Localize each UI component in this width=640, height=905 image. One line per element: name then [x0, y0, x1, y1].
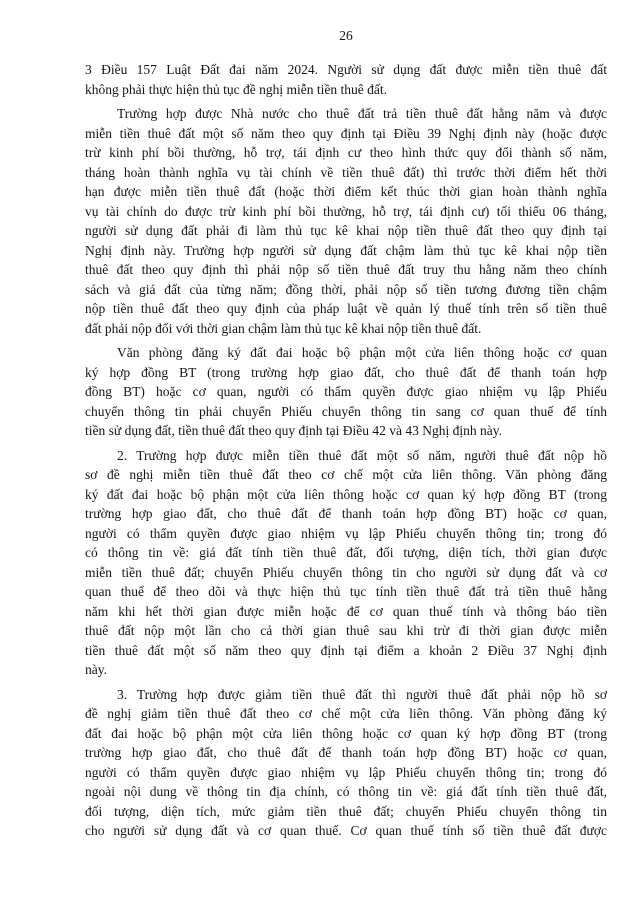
text-line: này.	[85, 662, 107, 677]
text-line: 2. Trường hợp được miễn tiền thuê đất một số năm, người thuê đất nộp hồ	[117, 447, 607, 463]
text-line: trường hợp giao đất, cho thuê đất để thanh toán hợp đồng BT) hoặc cơ quan,	[85, 506, 607, 521]
text-line: người có thẩm quyền được giao nhiệm vụ lập Phiếu chuyển thông tin; trong đó	[85, 764, 607, 780]
paragraph	[85, 60, 607, 99]
page-number: 26	[339, 28, 353, 43]
text-line: đối tượng, diện tích, mức giảm tiền thuê đất; chuyển Phiếu chuyển thông tin	[85, 803, 607, 819]
text-line: tiền sử dụng đất, tiền thuê đất theo quy định tại Điều 42 và 43 Nghị định này.	[85, 423, 502, 438]
text-line: Văn phòng đăng ký đất đai hoặc bộ phận một cửa liên thông hoặc cơ quan	[117, 345, 607, 360]
text-line: ngoài nội dung về thông tin địa chính, có thông tin về: giá đất tính tiền thuê đất,	[85, 784, 607, 799]
text-line: người có thẩm quyền được giao nhiệm vụ lập Phiếu chuyển thông tin; trong đó	[85, 525, 607, 541]
paragraph	[85, 104, 607, 338]
text-line: sách và giá đất của từng năm; đồng thời, phải nộp số tiền tương đương tiền chậm	[85, 281, 607, 297]
text-line: 3. Trường hợp được giảm tiền thuê đất thì người thuê đất phải nộp hồ sơ	[117, 686, 607, 702]
text-line: chuyển thông tin phải chuyển Phiếu chuyển thông tin sang cơ quan thuế để tính	[85, 403, 607, 419]
text-line: 3 Điều 157 Luật Đất đai năm 2024. Người sử dụng đất được miễn tiền thuê đất	[85, 62, 607, 77]
text-line: đất đai hoặc bộ phận một cửa liên thông hoặc cơ quan ký hợp đồng BT (trong	[85, 725, 607, 741]
text-line: cho người sử dụng đất và cơ quan thuế. Cơ quan thuế tính số tiền thuê đất được	[85, 823, 607, 838]
text-line: không phải thực hiện thủ tục đề nghị miễn tiền thuê đất.	[85, 81, 388, 97]
text-line: có thông tin về: giá đất tính tiền thuê đất, đối tượng, diện tích, thời gian được	[85, 545, 607, 560]
text-line: Trường hợp được Nhà nước cho thuê đất trả tiền thuê đất hằng năm và được	[117, 106, 607, 121]
text-line: tiền thuê đất một số năm theo quy định tại điểm a khoản 2 Điều 37 Nghị định	[85, 642, 607, 658]
document-body	[85, 60, 607, 846]
text-line: người sử dụng đất phải đi làm thủ tục kê khai nộp tiền thuê đất theo quy định tại	[85, 223, 607, 238]
text-line: vụ tài chính do được trừ kinh phí bồi thường, hỗ trợ, tái định cư) tối thiểu 06 tháng,	[85, 203, 607, 219]
text-line: miễn tiền thuê đất; chuyển Phiếu chuyển thông tin cho người sử dụng đất và cơ	[85, 564, 607, 580]
text-line: nộp tiền thuê đất theo quy định của pháp luật về quản lý thuế tính trên số tiền thuê	[85, 301, 607, 316]
text-line: sơ đề nghị miễn tiền thuê đất theo cơ chế một cửa liên thông. Văn phòng đăng	[85, 467, 607, 482]
text-line: thuê đất nộp một lần cho cả thời gian thuê sau khi trừ đi thời gian được miễn	[85, 623, 607, 638]
text-line: thuê đất theo quy định thì phải nộp số tiền thuê đất truy thu hằng năm theo chính	[85, 262, 607, 277]
text-line: trừ kinh phí bồi thường, hỗ trợ, tái định cư theo hình thức quy đổi thành số năm,	[85, 145, 607, 160]
text-line: đề nghị giảm tiền thuê đất theo cơ chế một cửa liên thông. Văn phòng đăng ký	[85, 706, 607, 721]
text-line: đồng BT) hoặc cơ quan, người có thẩm quyền được giao nhiệm vụ lập Phiếu	[85, 384, 607, 399]
paragraph	[85, 685, 607, 841]
text-line: hạn được miễn tiền thuê đất (hoặc thời điểm kết thúc thời gian hoàn thành nghĩa	[85, 184, 607, 199]
text-line: trường hợp giao đất, cho thuê đất để thanh toán hợp đồng BT) hoặc cơ quan,	[85, 745, 607, 760]
text-line: ký hợp đồng BT (trong trường hợp giao đất, cho thuê đất để thanh toán hợp	[85, 364, 607, 380]
text-line: miễn tiền thuê đất một số năm theo quy định tại Điều 39 Nghị định này (hoặc được	[85, 125, 607, 141]
text-line: tháng hoàn thành nghĩa vụ tài chính về tiền thuê đất) thì trước thời điểm hết thời	[85, 164, 607, 180]
text-line: Nghị định này. Trường hợp người sử dụng đất chậm làm thủ tục kê khai nộp tiền	[85, 242, 607, 258]
text-line: đất phải nộp đối với thời gian chậm làm thủ tục kê khai nộp tiền thuê đất.	[85, 320, 482, 336]
paragraph	[85, 343, 607, 441]
text-line: năm khi hết thời gian được miễn hoặc để cơ quan thuế tính và thông báo tiền	[85, 603, 607, 619]
paragraph	[85, 446, 607, 680]
text-line: ký đất đai hoặc bộ phận một cửa liên thông hoặc cơ quan ký hợp đồng BT (trong	[85, 486, 607, 502]
text-line: quan thuế để theo dõi và thực hiện thủ tục tính tiền thuê đất trả tiền thuê hằng	[85, 584, 607, 599]
